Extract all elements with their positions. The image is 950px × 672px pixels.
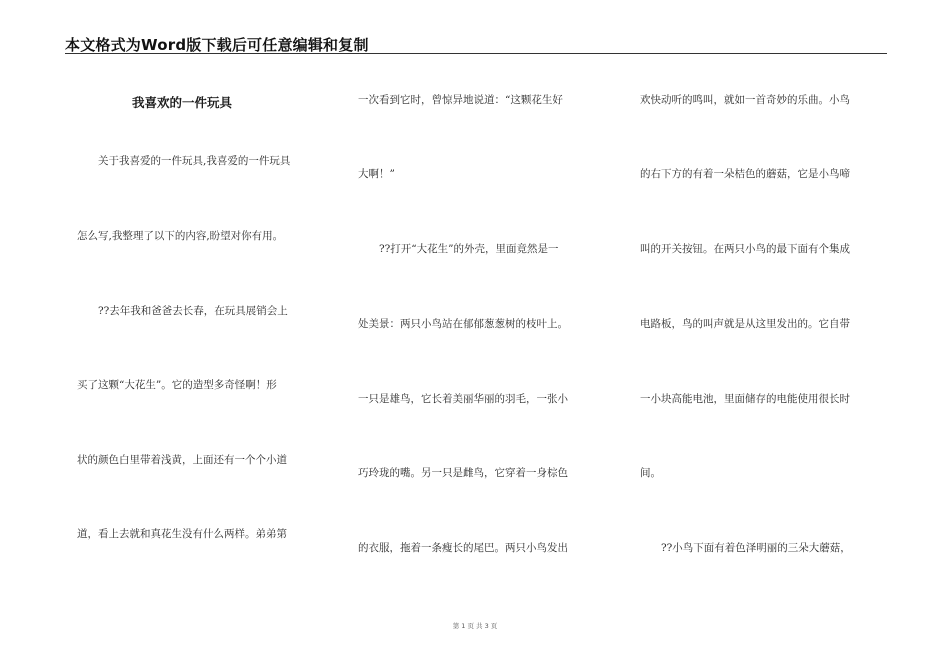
text-line: 怎么写,我整理了以下的内容,盼望对你有用。 bbox=[77, 230, 284, 242]
page-number: 第 1 页 共 3 页 bbox=[452, 622, 498, 630]
text-line: ??打开“大花生”的外壳，里面竟然是一 bbox=[358, 243, 559, 255]
text-line: 关于我喜爱的一件玩具,我喜爱的一件玩具 bbox=[77, 155, 291, 167]
text-line: 一小块高能电池，里面储存的电能使用很长时 bbox=[640, 393, 850, 405]
text-line: 欢快动听的鸣叫，就如一首奇妙的乐曲。小鸟 bbox=[640, 94, 850, 106]
text-line: 一次看到它时，曾惊异地说道：“这颗花生好 bbox=[358, 94, 563, 106]
text-line: 的衣服，拖着一条瘦长的尾巴。两只小鸟发出 bbox=[358, 542, 568, 554]
text-line: 道，看上去就和真花生没有什么两样。弟弟第 bbox=[77, 528, 287, 540]
text-line: 巧玲珑的嘴。另一只是雌鸟，它穿着一身棕色 bbox=[358, 467, 568, 479]
text-line: ??小鸟下面有着色泽明丽的三朵大蘑菇， bbox=[640, 542, 851, 554]
document-banner: 本文格式为Word版下载后可任意编辑和复制 bbox=[65, 36, 369, 54]
text-line: 状的颜色白里带着浅黄，上面还有一个个小道 bbox=[77, 454, 287, 466]
text-line: 的右下方的有着一朵桔色的蘑菇，它是小鸟啼 bbox=[640, 168, 850, 180]
text-line: 处美景：两只小鸟站在郁郁葱葱树的枝叶上。 bbox=[358, 318, 568, 330]
text-line: 一只是雄鸟，它长着美丽华丽的羽毛，一张小 bbox=[358, 393, 568, 405]
document-title: 我喜欢的一件玩具 bbox=[132, 95, 233, 110]
text-line: 大啊！” bbox=[358, 168, 395, 180]
text-line: 买了这颗“大花生”。它的造型多奇怪啊！形 bbox=[77, 379, 277, 391]
text-line: 间。 bbox=[640, 467, 661, 479]
text-line: 叫的开关按钮。在两只小鸟的最下面有个集成 bbox=[640, 243, 850, 255]
text-line: 电路板，鸟的叫声就是从这里发出的。它自带 bbox=[640, 318, 850, 330]
text-line: ??去年我和爸爸去长春，在玩具展销会上 bbox=[77, 305, 288, 317]
banner-divider bbox=[65, 53, 887, 54]
